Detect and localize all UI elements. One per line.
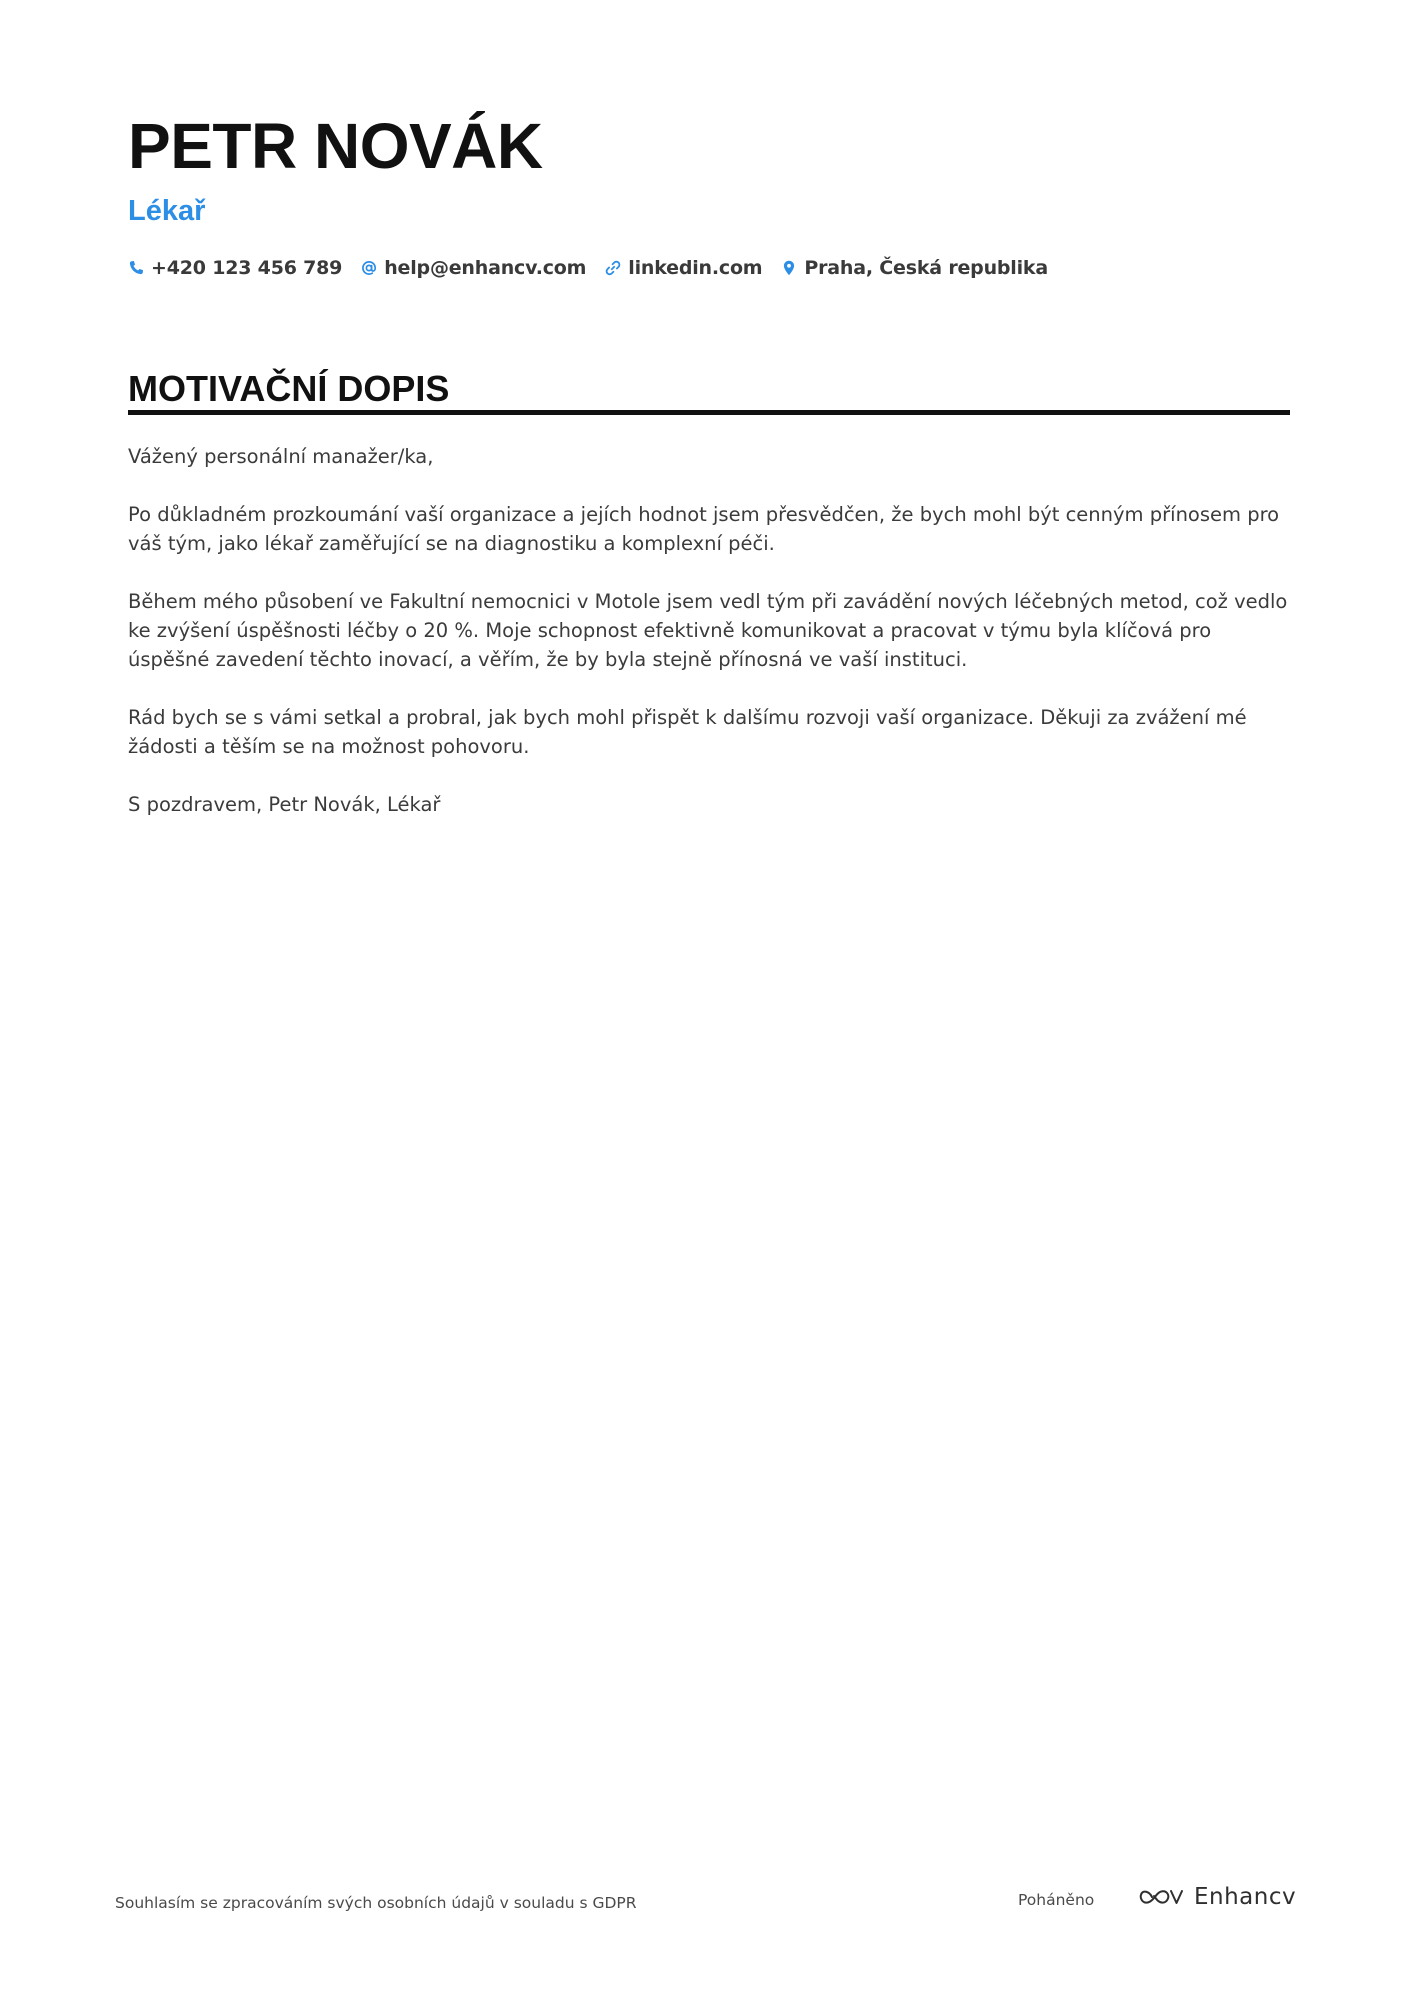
letter-greeting: Vážený personální manažer/ka, [128,445,434,468]
contact-phone [128,257,342,279]
contact-linkedin [605,257,762,279]
enhancv-brand-name: Enhancv [1194,1884,1297,1910]
contact-location [781,257,1048,279]
location-pin-icon [781,260,797,276]
contact-location-text: Praha, Česká republika [804,257,1048,279]
link-icon [605,260,621,276]
applicant-role: Lékař [128,195,206,227]
contact-phone-text[interactable]: +420 123 456 789 [151,257,343,279]
letter-paragraph: Po důkladném prozkoumání vaší organizace a jejích hodnot jsem přesvědčen, že bych mohl být cenným přínosem pro váš tým, jako lékař zaměřující se na diagnostiku a komplexní péči. [128,503,1280,555]
enhancv-logo-icon [1138,1884,1184,1910]
letter-paragraph: Během mého působení ve Fakultní nemocnici v Motole jsem vedl tým při zavádění nových léčebných metod, což vedlo ke zvýšení úspěšnosti léčby o 20 %. Moje schopnost efektivně komunikovat a pracovat v týmu byla klíčová pro úspěšné zavedení těchto inovací, a věřím, že by byla stejně přínosná ve vaší instituci. [128,590,1288,671]
letter-closing: S pozdravem, Petr Novák, Lékař [128,793,441,816]
contact-linkedin-text[interactable]: linkedin.com [628,257,763,279]
powered-by-label: Poháněno [1018,1891,1095,1909]
applicant-name: PETR NOVÁK [128,110,543,182]
at-icon [361,260,377,276]
phone-icon [128,260,144,276]
letter-paragraph: Rád bych se s vámi setkal a probral, jak bych mohl přispět k dalšímu rozvoji vaší organizace. Děkuji za zvážení mé žádosti a těším se na možnost pohovoru. [128,706,1247,758]
gdpr-consent-text: Souhlasím se zpracováním svých osobních údajů v souladu s GDPR [115,1894,637,1912]
contact-email [361,257,586,279]
contact-bar [128,253,1048,283]
enhancv-brand[interactable] [1138,1884,1296,1910]
section-title: MOTIVAČNÍ DOPIS [128,368,450,409]
letter-body [128,442,1290,848]
section-divider [128,410,1290,415]
contact-email-text[interactable]: help@enhancv.com [384,257,587,279]
